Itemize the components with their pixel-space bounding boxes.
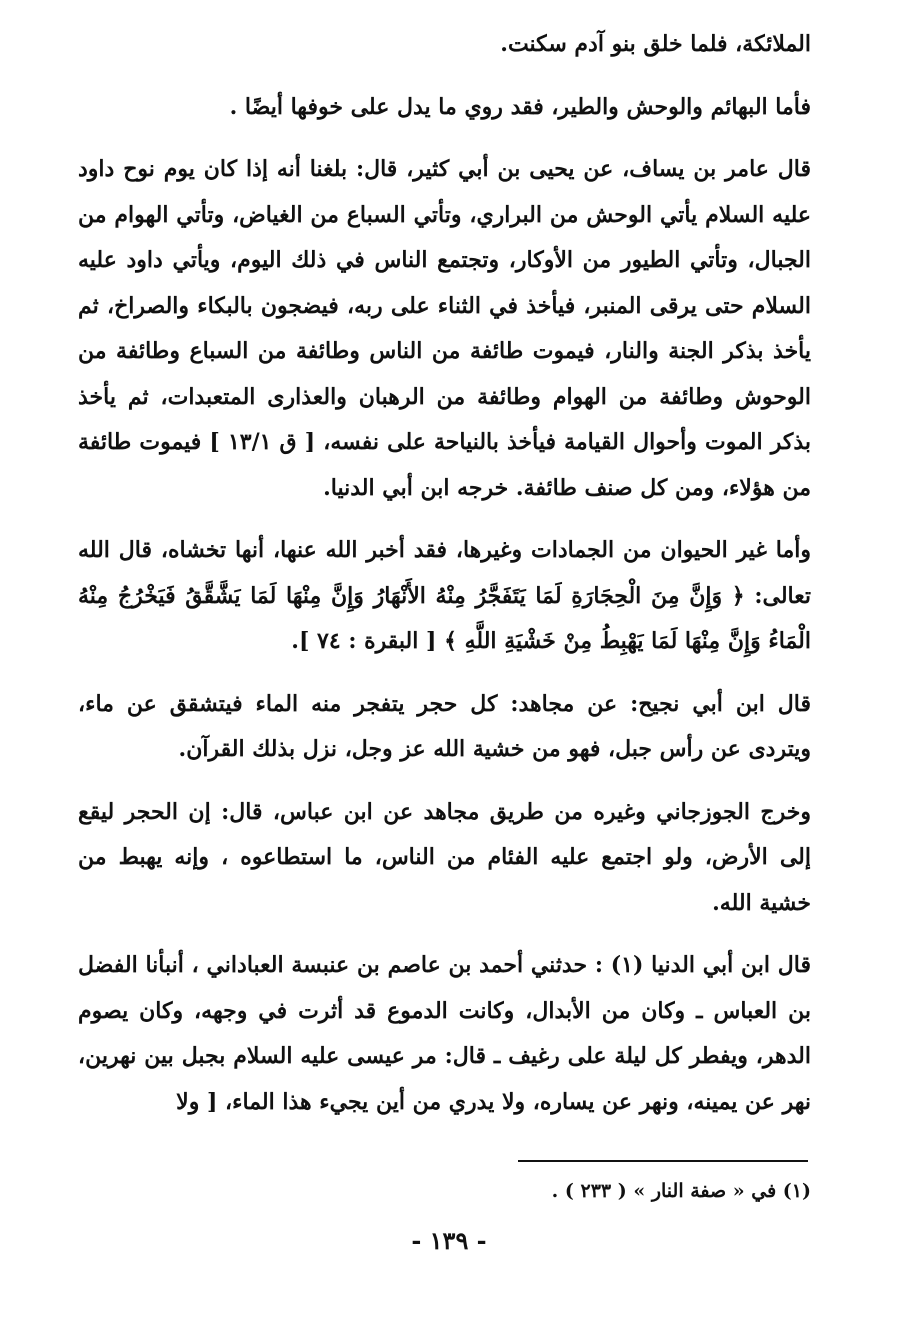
paragraph-5: قال ابن أبي نجيح: عن مجاهد: كل حجر يتفجر منه الماء فيتشقق عن ماء، ويتردى عن رأس جبل، فهو من خشية الله عز وجل، نزل بذلك القرآن. — [78, 690, 811, 762]
body-text — [78, 22, 811, 1125]
footnote: (١) في « صفة النار » ( ٢٣٣ ) . — [551, 1180, 811, 1202]
paragraph-1: الملائكة، فلما خلق بنو آدم سكنت. — [500, 31, 811, 57]
page-number: - ١٣٩ - — [411, 1226, 487, 1255]
paragraph-7: قال ابن أبي الدنيا (١) : حدثني أحمد بن عاصم بن عنبسة العباداني ، أنبأنا الفضل بن العباس ـ وكان من الأبدال، وكانت الدموع قد أثرت في وجهه، وكان يصوم الدهر، ويفطر كل ليلة على رغيف ـ قال: مر عيسى عليه السلام بجبل بين نهرين، نهر عن يمينه، ونهر عن يساره، ولا يدري من أين يجيء هذا الماء، [ ولا — [78, 952, 811, 1115]
paragraph-6: وخرج الجوزجاني وغيره من طريق مجاهد عن ابن عباس، قال: إن الحجر ليقع إلى الأرض، ولو اجتمع عليه الفئام من الناس، ما استطاعوه ، وإنه يهبط من خشية الله. — [78, 798, 811, 916]
paragraph-4: وأما غير الحيوان من الجمادات وغيرها، فقد أخبر الله عنها، أنها تخشاه، قال الله تعالى: ﴿ وَإِنَّ مِنَ الْحِجَارَةِ لَمَا يَتَفَجَّرُ مِنْهُ الأَنْهَارُ وَإِنَّ مِنْهَا لَمَا يَشَّقَّقُ فَيَخْرُجُ مِنْهُ الْمَاءُ وَإِنَّ مِنْهَا لَمَا يَهْبِطُ مِنْ خَشْيَةِ اللَّهِ ﴾ [ البقرة : ٧٤ ]. — [78, 537, 811, 654]
paragraph-3: قال عامر بن يساف، عن يحيى بن أبي كثير، قال: بلغنا أنه إذا كان يوم نوح داود عليه السلام يأتي الوحش من البراري، وتأتي السباع من الغياض، وتأتي الهوام من الجبال، وتأتي الطيور من الأوكار، وتجتمع الناس في ذلك اليوم، ويأتي داود عليه السلام حتى يرقى المنبر، فيأخذ في الثناء على ربه، فيضجون بالبكاء والصراخ، ثم يأخذ بذكر الجنة والنار، فيموت طائفة من الناس وطائفة من السباع وطائفة من الوحوش وطائفة من الهوام وطائفة من الرهبان والعذارى المتعبدات، ثم يأخذ بذكر الموت وأحوال القيامة فيأخذ بالنياحة على نفسه، [ ق ١٣/١ ] فيموت طائفة من هؤلاء، ومن كل صنف طائفة. خرجه ابن أبي الدنيا. — [78, 156, 811, 501]
footnote-divider — [518, 1160, 808, 1162]
paragraph-2: فأما البهائم والوحش والطير، فقد روي ما يدل على خوفها أيضًا . — [229, 93, 811, 120]
